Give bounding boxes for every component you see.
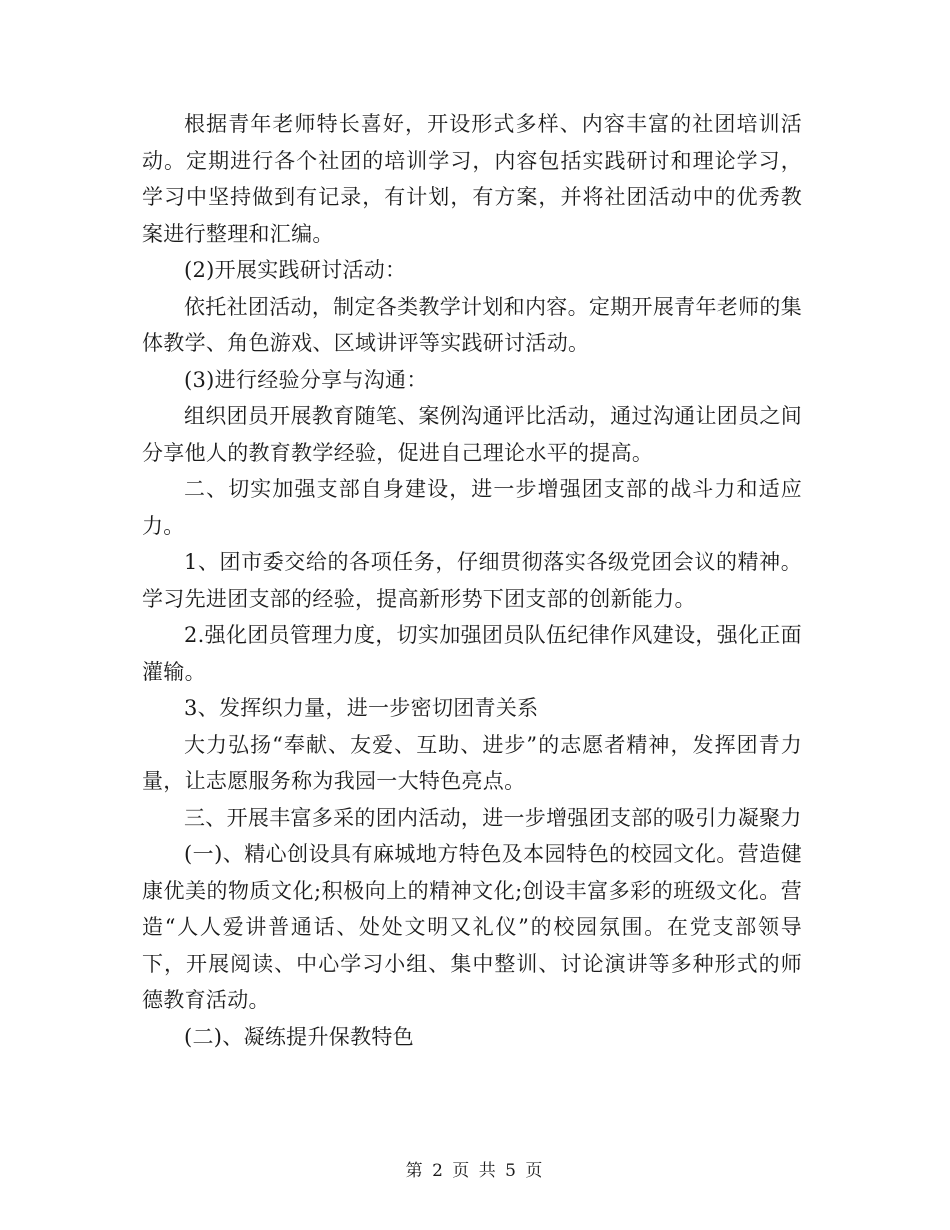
paragraph: 组织团员开展教育随笔、案例沟通评比活动，通过沟通让团员之间分享他人的教育教学经验，促进自己理论水平的提高。: [142, 404, 802, 465]
paragraph: 3、发挥织力量，进一步密切团青关系: [184, 696, 539, 720]
paragraph: 大力弘扬“奉献、友爱、互助、进步”的志愿者精神，发挥团青力量，让志愿服务称为我园一大特色亮点。: [142, 732, 802, 793]
paragraph: (一)、精心创设具有麻城地方特色及本园特色的校园文化。营造健康优美的物质文化;积极向上的精神文化;创设丰富多彩的班级文化。营造“人人爱讲普通话、处处文明又礼仪”的校园氛围。在党支部领导下，开展阅读、中心学习小组、集中整训、讨论演讲等多种形式的师德教育活动。: [142, 842, 802, 1012]
paragraph: (3)进行经验分享与沟通：: [184, 367, 428, 392]
page-number: 第 2 页 共 5 页: [405, 1161, 545, 1181]
document-body: [142, 106, 802, 1055]
paragraph: 2.强化团员管理力度，切实加强团员队伍纪律作风建设，强化正面灌输。: [142, 623, 802, 684]
section-heading: 三、开展丰富多采的团内活动，进一步增强团支部的吸引力凝聚力: [184, 805, 802, 830]
paragraph: (2)开展实践研讨活动：: [184, 258, 407, 282]
paragraph: 根据青年老师特长喜好，开设形式多样、内容丰富的社团培训活动。定期进行各个社团的培训学习，内容包括实践研讨和理论学习，学习中坚持做到有记录，有计划，有方案，并将社团活动中的优秀教案进行整理和汇编。: [142, 112, 802, 246]
paragraph: 依托社团活动，制定各类教学计划和内容。定期开展青年老师的集体教学、角色游戏、区域讲评等实践研讨活动。: [142, 294, 802, 355]
section-heading: 二、切实加强支部自身建设，进一步增强团支部的战斗力和适应力。: [142, 477, 802, 538]
paragraph: (二)、凝练提升保教特色: [184, 1024, 414, 1049]
paragraph: 1、团市委交给的各项任务，仔细贯彻落实各级党团会议的精神。学习先进团支部的经验，提高新形势下团支部的创新能力。: [142, 550, 802, 611]
